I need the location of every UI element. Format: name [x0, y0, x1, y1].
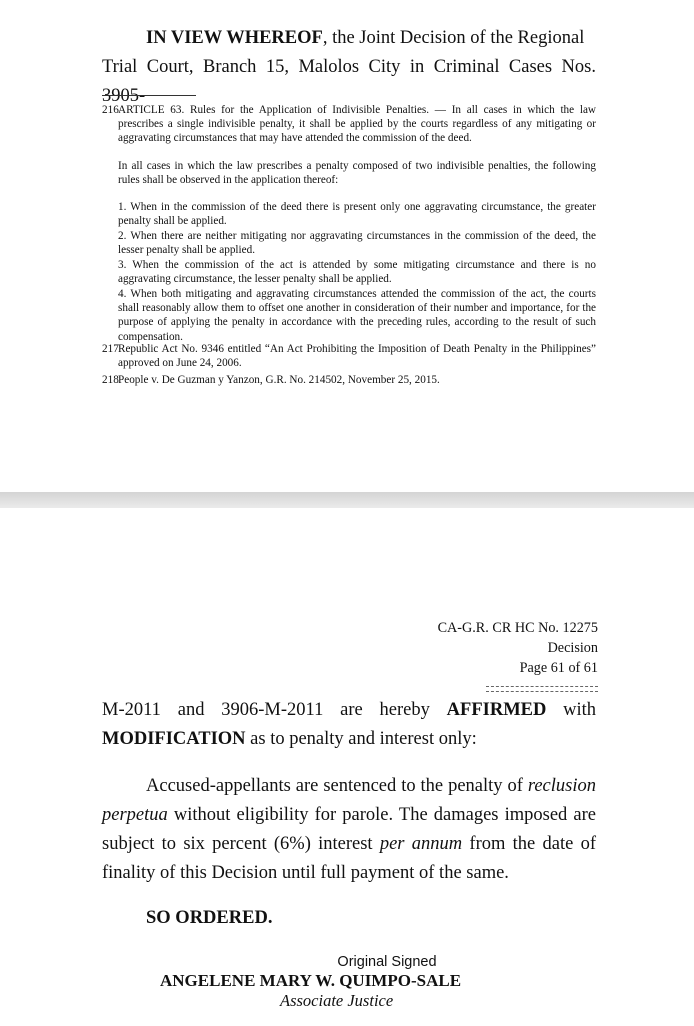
signatory-name: ANGELENE MARY W. QUIMPO-SALE	[160, 971, 462, 990]
text-run: are	[340, 700, 363, 720]
footnote-rule-3: 3. When the commission of the act is attended by some mitigating circumstance and there is no aggravating circumstance, the lesser penalty shall be applied.	[118, 259, 596, 286]
signature-note: Original Signed	[337, 954, 437, 970]
footnote-number: 216	[102, 104, 119, 116]
italic-phrase: per annum	[379, 834, 463, 854]
document-page-top	[0, 0, 694, 492]
text-run: M-2011	[102, 700, 161, 720]
paragraph-line	[102, 801, 596, 830]
text-run: , the Joint Decision of the Regional	[322, 28, 585, 48]
footnote-text: People v. De Guzman y Yanzon, G.R. No. 214502, November 25, 2015.	[118, 374, 440, 386]
italic-phrase: perpetua	[102, 805, 168, 825]
page-separator	[0, 492, 694, 508]
footnote-number: 217	[102, 343, 119, 355]
so-ordered	[102, 904, 596, 933]
signatory-title: Associate Justice	[280, 991, 394, 1010]
bold-phrase: MODIFICATION	[102, 729, 246, 749]
footnote-rule-4: 4. When both mitigating and aggravating circumstances attended the commission of the act, the courts shall reasonably allow them to offset one another in consideration of their number and importance, for the purpose of applying the penalty in accordance with the preceding rules, according to the result of such compensation.	[118, 288, 596, 343]
bold-phrase: AFFIRMED	[446, 700, 547, 720]
footnote-number: 218	[102, 374, 119, 386]
text-run: with	[563, 700, 597, 720]
dispositive-paragraph-continued	[102, 696, 596, 754]
footnote-divider	[102, 95, 196, 96]
document-page-bottom	[0, 508, 694, 1026]
header-rule	[486, 686, 598, 692]
footnote-text: Republic Act No. 9346 entitled “An Act Prohibiting the Imposition of Death Penalty in the Philippines” approved on June 24, 2006.	[118, 343, 596, 370]
text-run: hereby	[379, 700, 430, 720]
text-run: and	[177, 700, 205, 720]
dispositive-paragraph-start	[102, 24, 596, 111]
footnote-rule-1: 1. When in the commission of the deed there is present only one aggravating circumstance, the greater penalty shall be applied.	[118, 201, 596, 228]
case-number: CA-G.R. CR HC No. 12275	[437, 620, 598, 636]
footnote-217	[102, 342, 596, 370]
footnote-rule-2: 2. When there are neither mitigating nor aggravating circumstances in the commission of the deed, the lesser penalty shall be applied.	[118, 230, 596, 257]
paragraph-line: Trial Court, Branch 15, Malolos City in Criminal Cases Nos. 3905-	[102, 57, 596, 106]
so-ordered-text: SO ORDERED.	[146, 908, 273, 928]
paragraph-line	[102, 772, 596, 801]
footnote-218	[102, 373, 596, 387]
footnote-216	[102, 103, 596, 146]
text-run: 3906-M-2011	[221, 700, 324, 720]
bold-phrase: IN VIEW WHEREOF	[146, 28, 323, 48]
sentence-paragraph	[102, 772, 596, 888]
text-run: as to penalty and interest only:	[245, 729, 477, 749]
paragraph-line	[102, 24, 596, 53]
text-run: from the date of	[462, 834, 596, 854]
footnote-text: ARTICLE 63. Rules for the Application of Indivisible Penalties. — In all cases in which the law prescribes a single indivisible penalty, it shall be applied by the courts regardless of any mitigating or aggravating circumstances that may have attended the commission of the deed.	[118, 104, 596, 145]
text-run: subject to six percent (6%) interest	[102, 834, 380, 854]
text-run: Accused-appellants are sentenced to the penalty of	[146, 776, 528, 796]
footnote-paragraph: In all cases in which the law prescribes a penalty composed of two indivisible penalties, the following rules shall be observed in the application thereof:	[118, 160, 596, 187]
paragraph-line	[102, 725, 596, 754]
paragraph-line: finality of this Decision until full payment of the same.	[102, 863, 509, 883]
text-run: without eligibility for parole. The damages imposed are	[167, 805, 596, 825]
page-number: Page 61 of 61	[519, 660, 598, 676]
italic-phrase: reclusion	[527, 776, 596, 796]
paragraph-line	[102, 830, 596, 859]
document-type: Decision	[547, 640, 598, 656]
page-header	[438, 618, 598, 678]
paragraph-line	[102, 696, 596, 725]
